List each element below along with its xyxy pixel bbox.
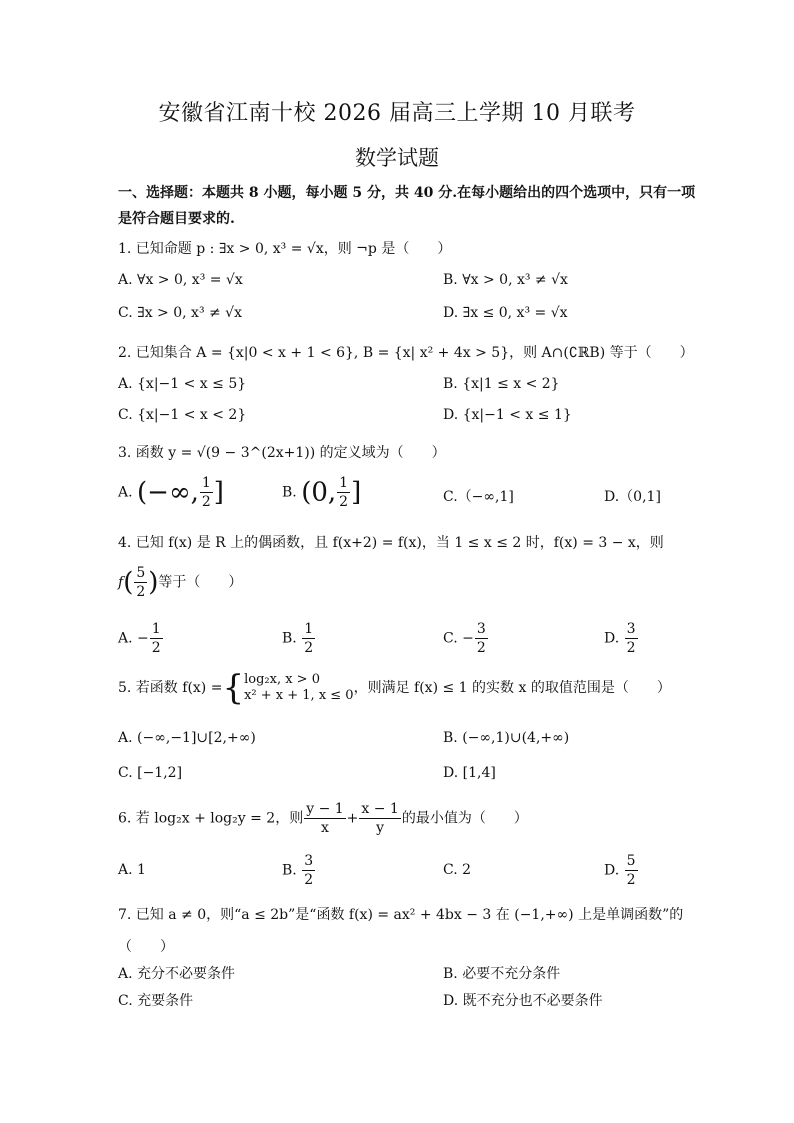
q6-f2-den: y	[376, 820, 385, 836]
q3-option-c: C.（−∞,1]	[443, 489, 514, 505]
q4-stem-num: 5	[136, 565, 146, 581]
q4-a-den: 2	[151, 640, 161, 656]
q1-option-b: B. ∀x > 0, x³ ≠ √x	[443, 272, 568, 288]
q6-plus: +	[346, 810, 359, 827]
q6-stem-post: 的最小值为（ ）	[401, 810, 528, 827]
q5-stem-pre: 5. 若函数 f(x) =	[118, 680, 223, 696]
q6-b-label: B.	[282, 862, 297, 879]
q2-option-a: A. {x|−1 < x ≤ 5}	[118, 376, 247, 392]
q6-b-num: 3	[304, 853, 314, 869]
q4-c-label: C. −	[443, 630, 474, 647]
q3-a-left: (−∞,	[137, 477, 199, 508]
q3-a-right: ]	[213, 477, 224, 508]
q6-stem	[118, 800, 528, 837]
q6-option-c: C. 2	[443, 862, 472, 878]
q2-stem: 2. 已知集合 A = {x|0 < x + 1 < 6}, B = {x| x² + 4x > 5}，则 A∩(∁ℝB) 等于（ ）	[118, 345, 694, 361]
q7-option-d: D. 既不充分也不必要条件	[443, 993, 603, 1009]
q3-option-d: D.（0,1]	[604, 489, 661, 505]
q4-b-num: 1	[304, 621, 314, 637]
q6-option-b	[282, 852, 316, 889]
q4-a-label: A. −	[118, 630, 149, 647]
q5-option-d: D. [1,4]	[443, 765, 496, 781]
q3-stem: 3. 函数 y = √(9 − 3^(2x+1)) 的定义域为（ ）	[118, 445, 446, 461]
q1-option-d: D. ∃x ≤ 0, x³ = √x	[443, 305, 568, 321]
q2-option-d: D. {x|−1 < x ≤ 1}	[443, 407, 572, 423]
q1-option-c: C. ∃x > 0, x³ ≠ √x	[118, 305, 242, 321]
q4-stem-cont: f( $\frac{5}{2}$ )等于（ ）	[118, 565, 243, 600]
q7-option-b: B. 必要不充分条件	[443, 966, 561, 982]
q5-case1: log₂x, x > 0	[244, 672, 320, 687]
q7-stem-cont: （ ）	[118, 939, 174, 955]
q5-option-b: B. (−∞,1)∪(4,+∞)	[443, 730, 570, 746]
q5-option-a: A. (−∞,−1]∪[2,+∞)	[118, 730, 256, 746]
q4-d-den: 2	[626, 640, 636, 656]
q5-stem-post: ，则满足 f(x) ≤ 1 的实数 x 的取值范围是（ ）	[353, 680, 671, 696]
q6-stem-pre: 6. 若 log₂x + log₂y = 2，则	[118, 810, 304, 827]
q4-b-den: 2	[304, 640, 314, 656]
q5-case2: x² + x + 1, x ≤ 0	[244, 688, 354, 703]
q6-d-label: D.	[604, 862, 620, 879]
q6-d-num: 5	[626, 853, 636, 869]
q1-stem: 1. 已知命题 p : ∃x > 0, x³ = √x，则 ¬p 是（ ）	[118, 241, 452, 257]
q1-option-a: A. ∀x > 0, x³ = √x	[118, 272, 243, 288]
q6-f1-num: y − 1	[306, 801, 344, 817]
q3-b-den: 2	[339, 494, 349, 510]
exam-subtitle: 数学试题	[355, 146, 439, 170]
q4-option-b	[282, 620, 316, 657]
q4-option-c	[443, 620, 489, 657]
q3-a-num: 1	[201, 475, 211, 491]
q4-option-a	[118, 620, 164, 657]
q6-option-d	[604, 852, 639, 889]
section-heading-cont: 是符合题目要求的.	[118, 211, 235, 227]
q6-option-a: A. 1	[118, 862, 146, 878]
q7-option-c: C. 充要条件	[118, 993, 194, 1009]
q3-option-b	[282, 474, 361, 511]
q4-b-label: B.	[282, 630, 297, 647]
q6-f2-num: x − 1	[361, 801, 399, 817]
q5-option-c: C. [−1,2]	[118, 765, 183, 781]
q4-a-num: 1	[151, 621, 161, 637]
q3-b-left: (0,	[301, 477, 337, 508]
q2-option-c: C. {x|−1 < x < 2}	[118, 407, 247, 423]
q5-stem: 5. 若函数 f(x) ={ log₂x, x > 0 x² + x + 1, x ≤ 0 ，则满足 f(x) ≤ 1 的实数 x 的取值范围是（ ）	[118, 668, 671, 708]
q2-option-b: B. {x|1 ≤ x < 2}	[443, 376, 560, 392]
q7-stem: 7. 已知 a ≠ 0，则“a ≤ 2b”是“函数 f(x) = ax² + 4bx − 3 在 (−1,+∞) 上是单调函数”的	[118, 907, 684, 923]
q3-b-label: B.	[282, 484, 297, 501]
q4-stem-tail: 等于（ ）	[158, 574, 243, 591]
q4-stem-den: 2	[136, 584, 146, 600]
q4-d-num: 3	[626, 621, 636, 637]
q3-a-label: A.	[118, 484, 133, 501]
exam-title: 安徽省江南十校 2026 届高三上学期 10 月联考	[158, 101, 636, 126]
q4-option-d	[604, 620, 639, 657]
q6-d-den: 2	[626, 872, 636, 888]
q3-option-a	[118, 474, 224, 511]
q6-f1-den: x	[320, 820, 329, 836]
q4-f: f	[118, 574, 124, 591]
q4-c-num: 3	[476, 621, 486, 637]
q4-d-label: D.	[604, 630, 620, 647]
section-heading: 一、选择题：本题共 8 小题，每小题 5 分，共 40 分.在每小题给出的四个选项中，只有一项	[118, 185, 696, 201]
q7-option-a: A. 充分不必要条件	[118, 966, 236, 982]
q3-b-num: 1	[339, 475, 349, 491]
q3-b-right: ]	[351, 477, 362, 508]
q4-c-den: 2	[476, 640, 486, 656]
q6-b-den: 2	[304, 872, 314, 888]
q3-a-den: 2	[201, 494, 211, 510]
q4-stem: 4. 已知 f(x) 是 R 上的偶函数，且 f(x+2) = f(x)，当 1 ≤ x ≤ 2 时，f(x) = 3 − x，则	[118, 535, 664, 551]
